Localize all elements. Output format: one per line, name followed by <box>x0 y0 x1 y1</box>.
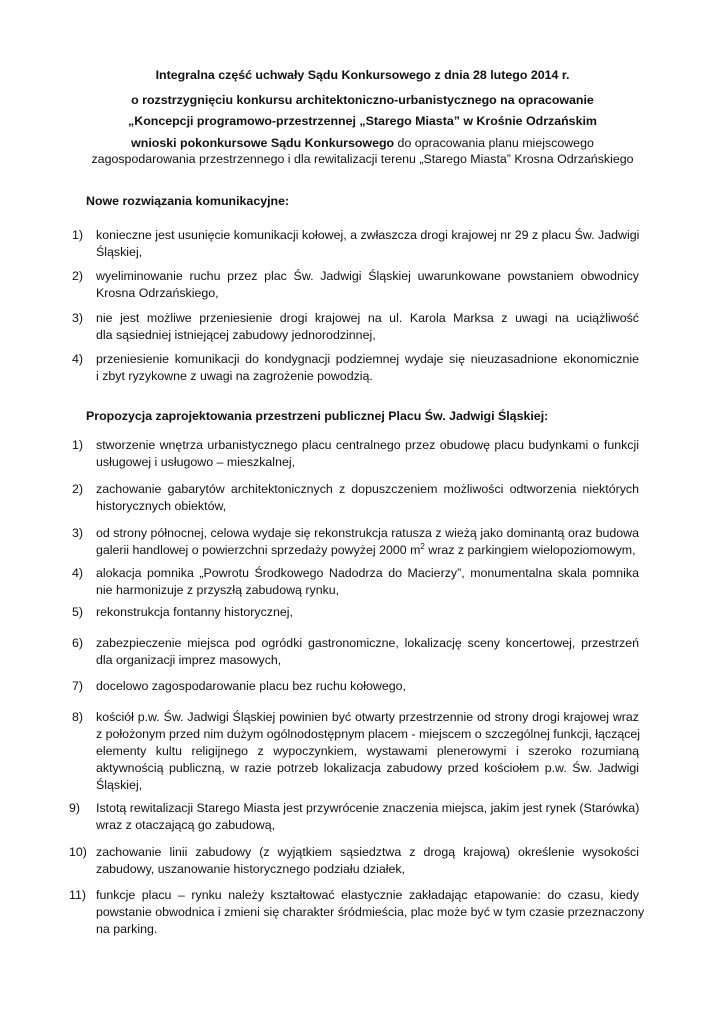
item-number: 7) <box>72 679 84 693</box>
item-line: powstanie obwodnica i zmieni się charakter śródmieścia, plac może być w tym czasie przeznaczony <box>96 905 645 919</box>
item-number: 8) <box>72 710 84 724</box>
header-line-4-bold: wnioski pokonkursowe Sądu Konkursowego <box>131 136 395 150</box>
item-text <box>96 709 639 794</box>
item-line: wyeliminowanie ruchu przez plac Św. Jadwigi Śląskiej uwarunkowane powstaniem obwodnicy <box>96 269 639 283</box>
item-line: nie harmonizuje z przyszłą zabudową rynku, <box>96 583 340 597</box>
header-line-3: „Koncepcji programowo-przestrzennej „Starego Miasta” w Krośnie Odrzańskim <box>128 114 597 128</box>
item-number: 4) <box>72 352 84 366</box>
item-number: 3) <box>72 311 84 325</box>
item-line: dla sąsiedniej istniejącej zabudowy jednorodzinnej, <box>96 328 376 342</box>
item-line: funkcje placu – rynku należy kształtować elastycznie zakładając etapowanie: do czasu, kiedy <box>96 888 639 902</box>
item-line: konieczne jest usunięcie komunikacji kołowej, a zwłaszcza drogi krajowej nr 29 z placu Św. Jadwigi <box>96 228 640 242</box>
header-line-5: zagospodarowania przestrzennego i dla rewitalizacji terenu „Starego Miasta” Krosna Odrzańskiego <box>91 152 634 166</box>
item-line: zachowanie linii zabudowy (z wyjątkiem sąsiedztwa z drogą krajową) określenie wysokości <box>96 845 639 859</box>
item-number: 4) <box>72 566 84 580</box>
item-text <box>96 844 639 878</box>
item-line-part: wraz z parkingiem wielopoziomowym, <box>424 543 636 557</box>
item-line: elementy kultu religijnego z wypoczynkiem, wystawami plenerowymi i szeroko rozumianą <box>96 744 639 758</box>
item-text <box>96 887 645 938</box>
item-line: z położonym przed nim dużym ogólnodostępnym placem - miejscem o szczególnej funkcji, łączącej <box>96 727 641 741</box>
item-text <box>96 678 639 695</box>
section-title-public-space: Propozycja zaprojektowania przestrzeni publicznej Placu Św. Jadwigi Śląskiej: <box>86 409 549 423</box>
item-line: kościół p.w. Św. Jadwigi Śląskiej powinien być otwarty przestrzennie od strony drogi krajowej wraz <box>96 710 639 724</box>
item-line: od strony północnej, celowa wydaje się rekonstrukcja ratusza z wieżą jako dominantą oraz budowa <box>96 526 639 540</box>
superscript: 2 <box>420 541 425 551</box>
item-text <box>96 604 639 621</box>
item-number: 6) <box>72 636 84 650</box>
item-line: wraz z otaczającą go zabudową, <box>96 818 276 832</box>
item-line: stworzenie wnętrza urbanistycznego placu centralnego przez obudowę placu budynkami o funkcji <box>96 438 639 452</box>
header-line-4-rest: do opracowania planu miejscowego <box>394 136 594 150</box>
item-text <box>96 351 639 385</box>
item-line: zabezpieczenie miejsca pod ogródki gastronomiczne, lokalizację sceny koncertowej, przestrzeń <box>96 636 639 650</box>
item-text <box>96 525 639 559</box>
item-line: dla organizacji imprez masowych, <box>96 653 282 667</box>
item-line: historycznych obiektów, <box>96 499 227 513</box>
item-text <box>96 268 639 302</box>
item-line: zabudowy, uszanowanie historycznego podziału działek, <box>96 862 406 876</box>
item-number: 9) <box>69 801 81 815</box>
header-line-2: o rozstrzygnięciu konkursu architektoniczno-urbanistycznego na opracowanie <box>131 93 594 107</box>
item-line: Śląskiej, <box>96 778 143 792</box>
item-number: 5) <box>72 605 84 619</box>
header-line-1: Integralna część uchwały Sądu Konkursowego z dnia 28 lutego 2014 r. <box>155 68 570 82</box>
section-title-communication: Nowe rozwiązania komunikacyjne: <box>86 194 290 208</box>
item-line: rekonstrukcja fontanny historycznej, <box>96 605 293 619</box>
item-text <box>96 481 639 515</box>
item-text <box>96 565 639 599</box>
item-line <box>96 542 639 559</box>
item-line: i zbyt ryzykowne z uwagi na zagrożenie powodzią. <box>96 369 373 383</box>
item-text <box>96 437 639 471</box>
item-line: nie jest możliwe przeniesienie drogi krajowej na ul. Karola Marksa z uwagi na uciążliwość <box>96 311 639 325</box>
item-text <box>96 227 639 261</box>
item-number: 2) <box>72 269 84 283</box>
item-number: 11) <box>69 888 86 902</box>
item-line: usługowej i usługowo – mieszkalnej, <box>96 455 296 469</box>
item-line: Istotą rewitalizacji Starego Miasta jest przywrócenie znaczenia miejsca, jakim jest rynek (Starówka) <box>96 801 640 815</box>
item-number: 3) <box>72 526 84 540</box>
item-line: na parking. <box>96 922 158 936</box>
header-line-4 <box>0 136 725 151</box>
item-text <box>96 800 639 834</box>
item-line: Krosna Odrzańskiego, <box>96 286 219 300</box>
item-number: 10) <box>69 845 87 859</box>
item-number: 1) <box>72 228 84 242</box>
item-line: docelowo zagospodarowanie placu bez ruchu kołowego, <box>96 679 406 693</box>
item-text <box>96 310 639 344</box>
item-text <box>96 635 639 669</box>
item-line-part: galerii handlowej o powierzchni sprzedaży powyżej 2000 m <box>96 543 421 557</box>
item-number: 2) <box>72 482 84 496</box>
item-line: przeniesienie komunikacji do kondygnacji podziemnej wydaje się nieuzasadnione ekonomicznie <box>96 352 639 366</box>
item-line: Śląskiej, <box>96 245 143 259</box>
item-line: zachowanie gabarytów architektonicznych z dopuszczeniem możliwości odtworzenia niektórych <box>96 482 639 496</box>
item-number: 1) <box>72 438 84 452</box>
item-line: aktywnością publiczną, w razie potrzeb lokalizacja zabudowy przed kościołem p.w. Św. Jadwigi <box>96 761 639 775</box>
item-line: alokacja pomnika „Powrotu Środkowego Nadodrza do Macierzy”, monumentalna skala pomnika <box>96 566 639 580</box>
